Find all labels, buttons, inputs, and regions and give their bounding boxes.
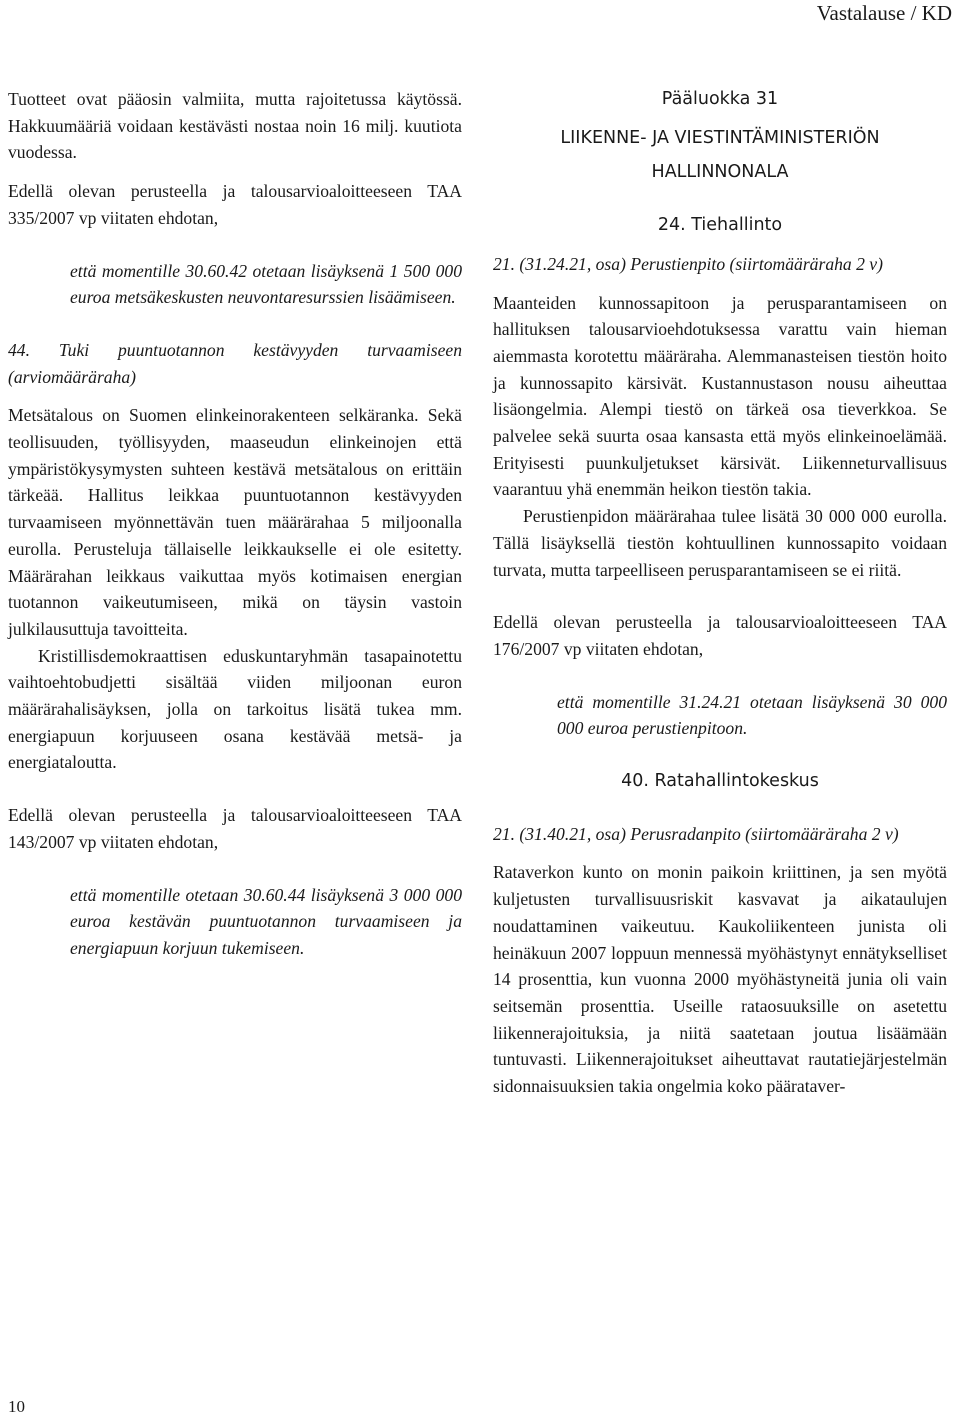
ministry-heading-line1: LIIKENNE- JA VIESTINTÄMINISTERIÖN <box>560 127 880 148</box>
page-header-title: Vastalause / KD <box>816 1 952 25</box>
section-heading: 24. Tiehallinto <box>657 215 783 236</box>
item-heading: 44. Tuki puuntuotannon kestävyyden turvaamiseen (arviomääräraha) <box>8 339 462 387</box>
paragraph: Kristillisdemokraattisen eduskuntaryhmän tasapainotettu vaihtoehtobudjetti sisältää viiden miljoonan euron määrärahalisäyksen, jolla on tarkoitus lisätä tukea mm. energiapuun korjuuseen osana kestävää metsä- ja energiataloutta. <box>8 645 462 773</box>
paragraph: Perustienpidon määrärahaa tulee lisätä 30 000 000 eurolla. Tällä lisäyksellä tiestön kohtuullinen kunnossapito voidaan turvata, mutta tarpeelliseen perusparantamiseen se ei riitä. <box>493 506 947 580</box>
paragraph: Edellä olevan perusteella ja talousarvioaloitteeseen TAA 335/2007 vp viitaten ehdotan, <box>8 181 462 228</box>
paragraph: Tuotteet ovat pääosin valmiita, mutta rajoitetussa käytössä. Hakkuumääriä voidaan kestävästi nostaa noin 16 milj. kuutiota vuodessa. <box>8 89 462 163</box>
page-number: 10 <box>8 1397 25 1416</box>
main-class-heading: Pääluokka 31 <box>661 89 779 109</box>
paragraph: Maanteiden kunnossapitoon ja perusparantamiseen on hallituksen talousarvioehdotuksessa varattu vain hieman aiemmasta korotettu määräraha. Alemmanasteisen tiestön hoito ja kunnossapito kärsivät. Kustannustason nousu aiheuttaa lisäongelmia. Alempi tiestö on tärkeä osa tieverkkoa. Se palvelee sekä suurta osaa kansasta että myös elinkeinoelämää. Erityisesti puunkuljetukset kärsivät. Liikenneturvallisuus vaarantuu yhä enemmän heikon tiestön takia. <box>493 292 947 500</box>
proposal-text: että momentille 30.60.42 otetaan lisäyksenä 1 500 000 euroa metsäkeskusten neuvontaresurssien lisäämiseen. <box>70 260 462 308</box>
proposal-text: että momentille 31.24.21 otetaan lisäyksenä 30 000 000 euroa perustienpitoon. <box>557 691 947 739</box>
paragraph: Edellä olevan perusteella ja talousarvioaloitteeseen TAA 176/2007 vp viitaten ehdotan, <box>493 612 947 659</box>
left-column <box>8 86 462 962</box>
right-column <box>493 86 947 1100</box>
section-heading: 40. Ratahallintokeskus <box>621 771 819 792</box>
paragraph: Metsätalous on Suomen elinkeinorakenteen selkäranka. Sekä teollisuuden, työllisyyden, maaseudun elinkeinojen että ympäristökysymysten suhteen kestävä metsätalous on erittäin tärkeää. Hallitus leikkaa puuntuotannon kestävyyden turvaamiseen myönnettävän tuen määrärahaa 5 miljoonalla eurolla. Perusteluja tällaiselle leikkaukselle ei ole esitetty. Määrärahan leikkaus vaikuttaa myös kotimaisen energian tuotannon vaikeutumiseen, mikä on täysin vastoin julkilausuttuja tavoitteita. <box>8 405 462 639</box>
item-heading: 21. (31.40.21, osa) Perusradanpito (siirtomääräraha 2 v) <box>493 823 899 844</box>
paragraph: Edellä olevan perusteella ja talousarvioaloitteeseen TAA 143/2007 vp viitaten ehdotan, <box>8 805 462 852</box>
proposal-text: että momentille otetaan 30.60.44 lisäyksenä 3 000 000 euroa kestävän puuntuotannon turvaamiseen ja energiapuun korjuun tukemiseen. <box>70 884 462 958</box>
ministry-heading-line2: HALLINNONALA <box>651 162 789 183</box>
item-heading: 21. (31.24.21, osa) Perustienpito (siirtomääräraha 2 v) <box>493 253 883 274</box>
paragraph: Rataverkon kunto on monin paikoin kriittinen, ja sen myötä kuljetusten turvallisuusriskit kasvavat ja aikataulujen noudattaminen vaikeutuu. Kaukoliikenteen junista oli heinäkuun 2007 loppuun mennessä myöhästynyt ennätykselliset 14 prosenttia, kun vuonna 2000 myöhästyneitä junia oli vain seitsemän prosenttia. Useille rataosuuksille on asetettu liikennerajoituksia, ja niitä saatetaan joutua lisäämään tuntuvasti. Liikennerajoitukset aiheuttavat rautatiejärjestelmän sidonnaisuuksien takia ongelmia koko päärataver- <box>493 862 947 1097</box>
